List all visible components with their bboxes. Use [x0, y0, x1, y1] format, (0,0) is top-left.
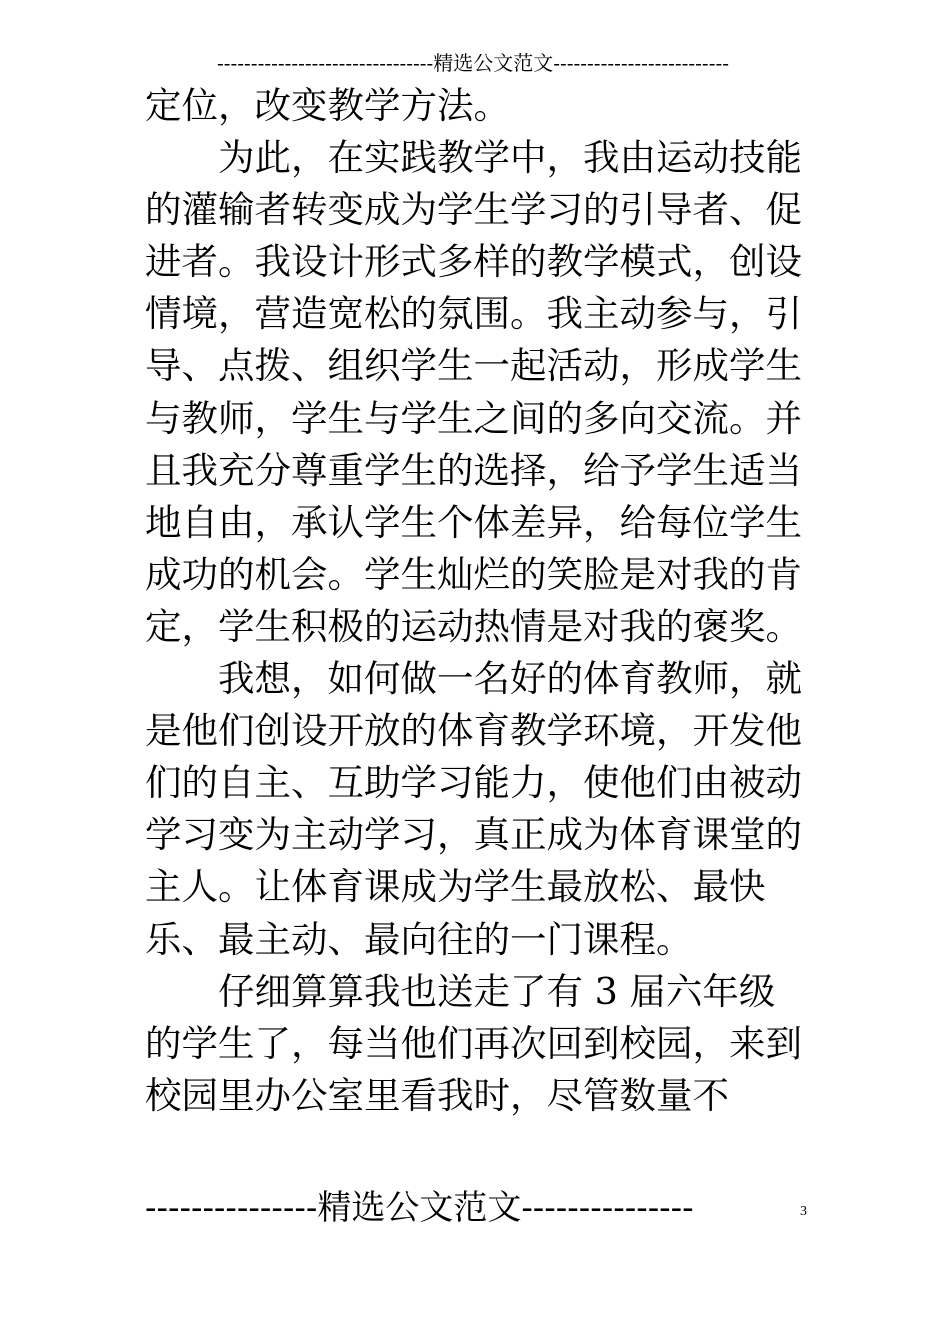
page-footer: ---------------精选公文范文--------------- — [145, 1188, 694, 1228]
paragraph-1: 定位，改变教学方法。 — [145, 84, 510, 127]
paragraph-4: 仔细算算我也送走了有 3 届六年级的学生了，每当他们再次回到校园，来到校园里办公室里看我时，尽管数量不 — [145, 969, 802, 1117]
paragraph-2: 为此，在实践教学中，我由运动技能的灌输者转变成为学生学习的引导者、促进者。我设计形式多样的教学模式，创设情境，营造宽松的氛围。我主动参与，引导、点拨、组织学生一起活动，形成学生与教师，学生与学生之间的多向交流。并且我充分尊重学生的选择，给予学生适当地自由，承认学生个体差异，给每位学生成功的机会。学生灿烂的笑脸是对我的肯定，学生积极的运动热情是对我的褒奖。 — [145, 136, 802, 648]
page-header: --------------------------------精选公文范文-------------------------- — [217, 51, 729, 75]
paragraph-3: 我想，如何做一名好的体育教师，就是他们创设开放的体育教学环境，开发他们的自主、互助学习能力，使他们由被动学习变为主动学习，真正成为体育课堂的主人。让体育课成为学生最放松、最快乐、最主动、最向往的一门课程。 — [145, 657, 802, 961]
page-number: 3 — [800, 1204, 807, 1219]
document-body — [145, 80, 807, 1122]
